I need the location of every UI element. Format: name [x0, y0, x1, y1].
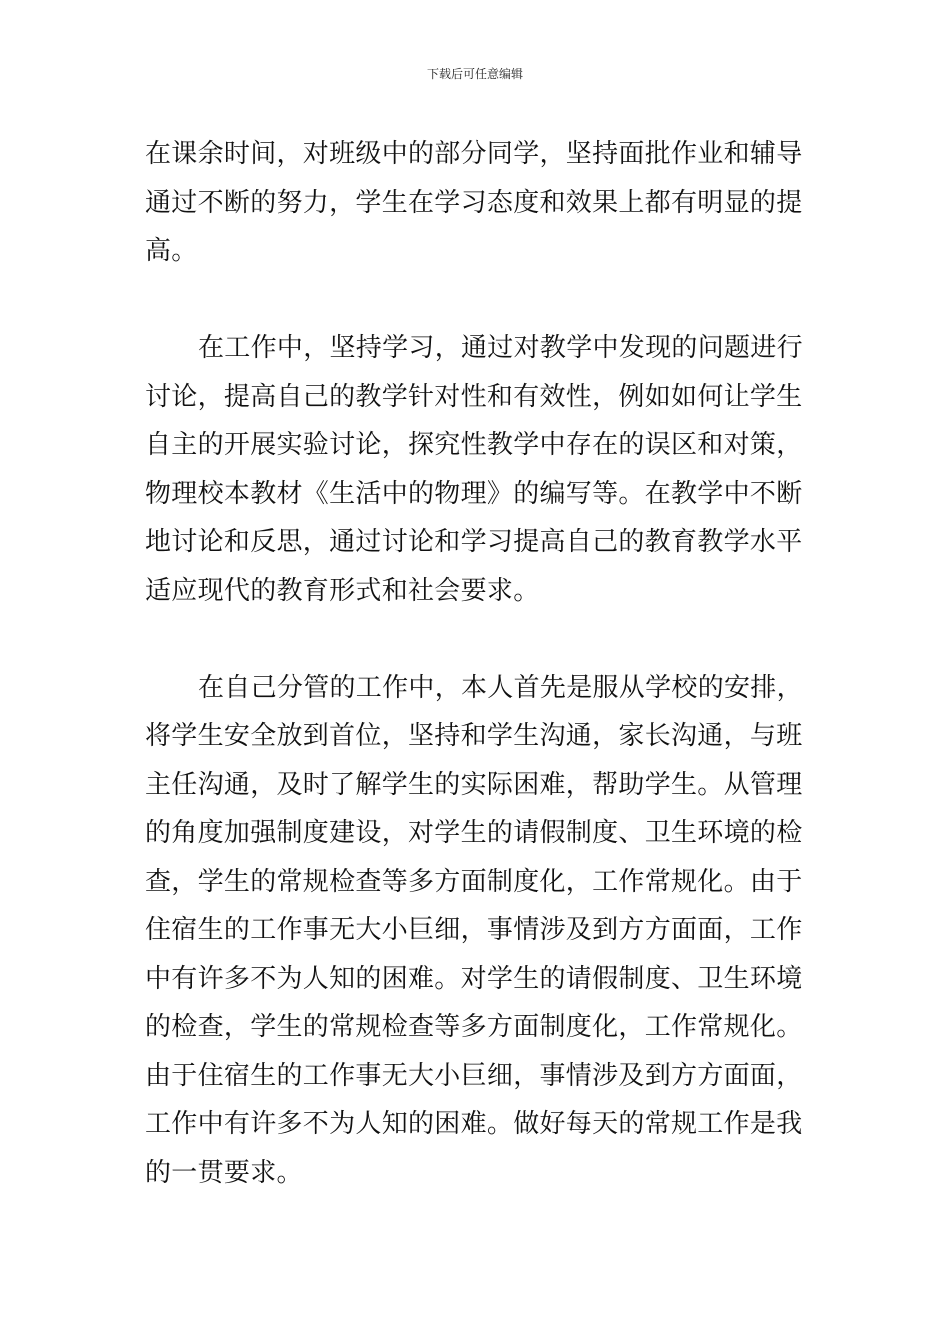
document-body: [145, 130, 807, 1197]
text-line: 的角度加强制度建设，对学生的请假制度、卫生环境的检: [145, 818, 803, 848]
text-line: 工作中有许多不为人知的困难。做好每天的常规工作是我: [145, 1109, 803, 1139]
text-line: 通过不断的努力，学生在学习态度和效果上都有明显的提: [145, 187, 803, 218]
paragraph-spacer: [145, 276, 807, 325]
paragraph-3: [145, 664, 807, 1198]
text-line: 地讨论和反思，通过讨论和学习提高自己的教育教学水平: [145, 527, 803, 557]
paragraph-spacer: [145, 615, 807, 664]
text-line: 的检查，学生的常规检查等多方面制度化，工作常规化。: [145, 1012, 803, 1042]
text-line: 由于住宿生的工作事无大小巨细，事情涉及到方方面面，: [145, 1060, 803, 1091]
text-line: 自主的开展实验讨论，探究性教学中存在的误区和对策，: [145, 430, 803, 460]
text-line: 查，学生的常规检查等多方面制度化，工作常规化。由于: [145, 866, 803, 897]
text-line: 在自己分管的工作中，本人首先是服从学校的安排，: [198, 672, 803, 703]
text-line: 在工作中，坚持学习，通过对教学中发现的问题进行: [198, 333, 803, 363]
paragraph-1: [145, 130, 807, 276]
paragraph-2: [145, 324, 807, 615]
text-line: 主任沟通，及时了解学生的实际困难，帮助学生。从管理: [145, 769, 803, 800]
text-line: 中有许多不为人知的困难。对学生的请假制度、卫生环境: [145, 963, 803, 994]
text-line: 适应现代的教育形式和社会要求。: [145, 575, 540, 606]
text-line: 高。: [145, 236, 198, 266]
text-line: 在课余时间，对班级中的部分同学，坚持面批作业和辅导: [145, 139, 803, 169]
text-line: 将学生安全放到首位，坚持和学生沟通，家长沟通，与班: [145, 721, 803, 751]
page-header: 下载后可任意编辑: [426, 67, 523, 81]
text-line: 的一贯要求。: [145, 1157, 303, 1188]
text-line: 讨论，提高自己的教学针对性和有效性，例如如何让学生: [145, 381, 803, 412]
text-line: 住宿生的工作事无大小巨细，事情涉及到方方面面，工作: [145, 915, 803, 945]
text-line: 物理校本教材《生活中的物理》的编写等。在教学中不断: [145, 478, 803, 509]
